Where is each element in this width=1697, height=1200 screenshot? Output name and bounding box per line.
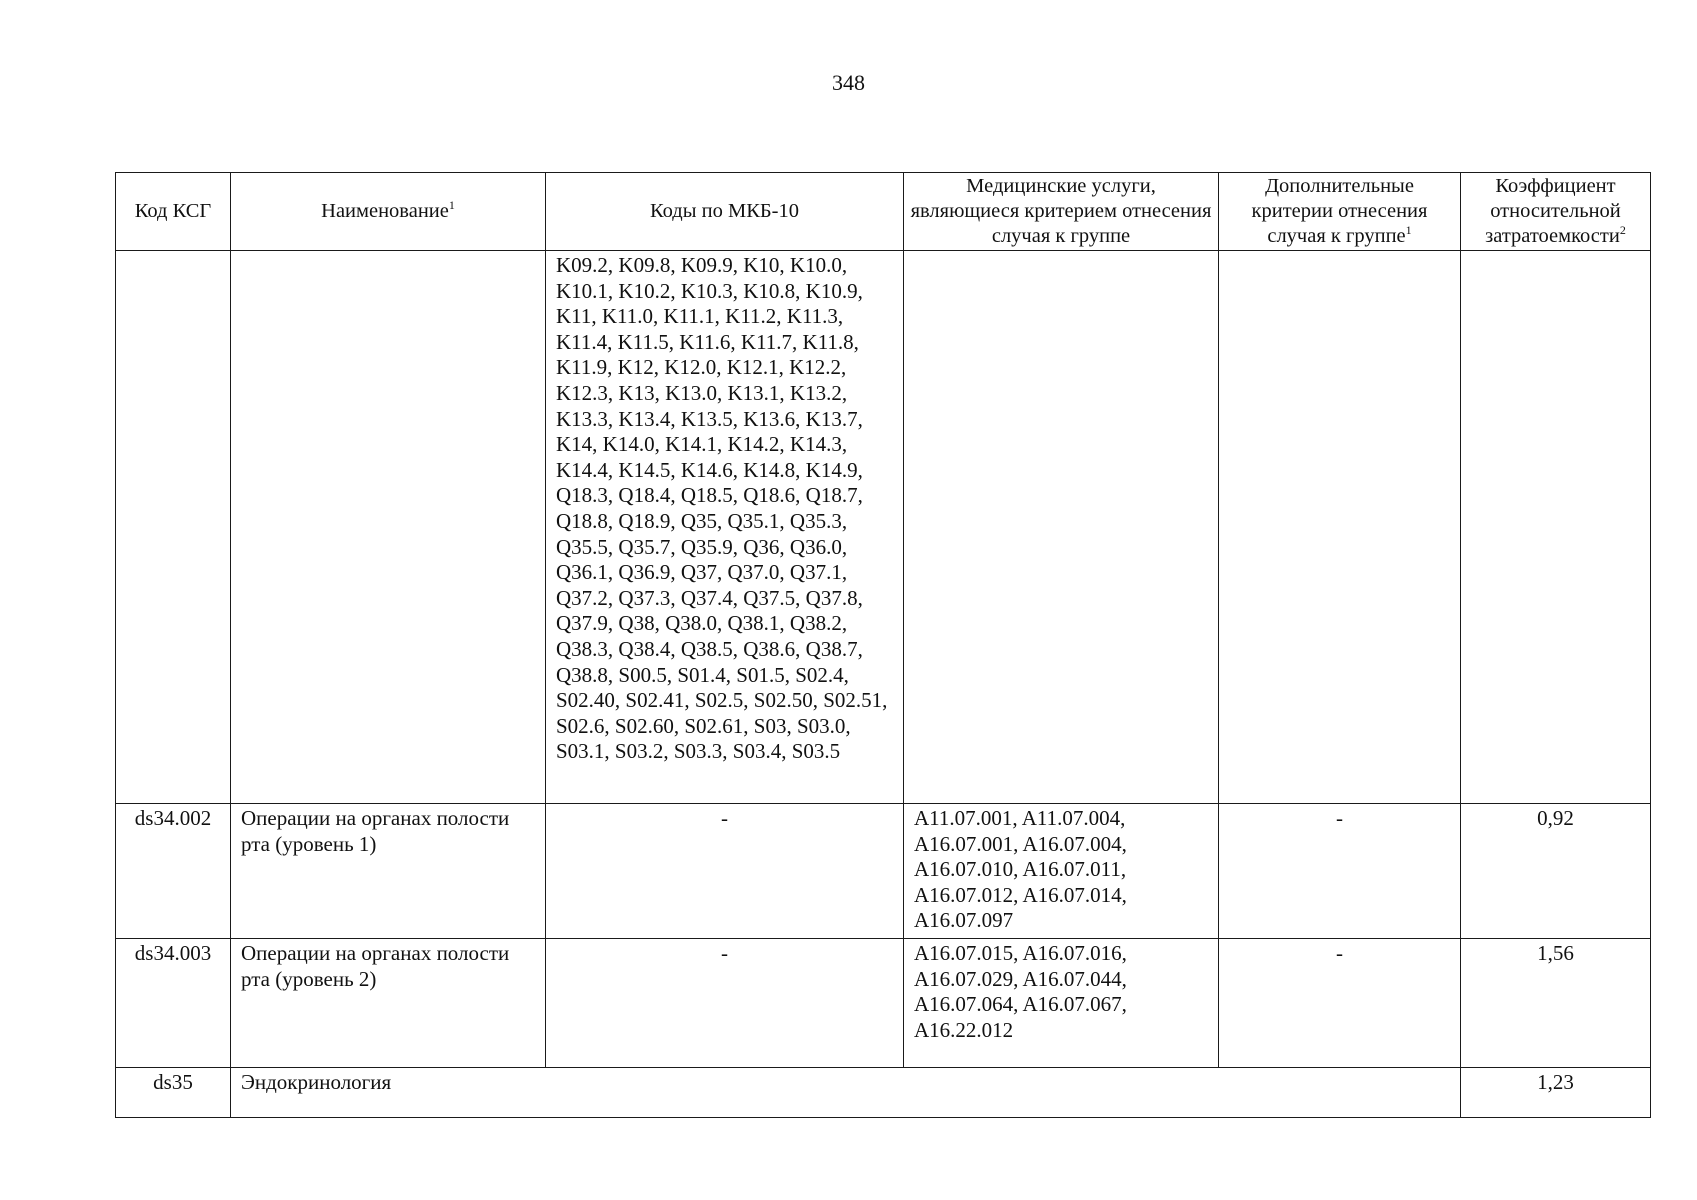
cell-ksg-code: ds34.003	[116, 938, 231, 1067]
header-services: Медицинские услуги, являющиеся критерием отнесения случая к группе	[904, 173, 1219, 251]
cell-section-code: ds35	[116, 1067, 231, 1117]
cell-section-name: Эндокринология	[231, 1067, 1461, 1117]
cell-ksg-code	[116, 251, 231, 804]
footnote-marker: 1	[448, 198, 455, 213]
footnote-marker: 2	[1619, 223, 1626, 238]
cell-coefficient: 0,92	[1461, 804, 1651, 939]
cell-name: Операции на органах полости рта (уровень 1)	[231, 804, 546, 939]
table-header-row	[116, 173, 1651, 251]
cell-name: Операции на органах полости рта (уровень 2)	[231, 938, 546, 1067]
header-icd-codes: Коды по МКБ-10	[546, 173, 904, 251]
header-coefficient: Коэффициент относительной затратоемкости$^2$	[1461, 173, 1651, 251]
cell-ksg-code: ds34.002	[116, 804, 231, 939]
cell-coefficient	[1461, 251, 1651, 804]
cell-icd-codes: -	[546, 938, 904, 1067]
table-row	[116, 804, 1651, 939]
header-name: Наименование$^1$	[231, 173, 546, 251]
table-row	[116, 251, 1651, 804]
header-ksg-code: Код КСГ	[116, 173, 231, 251]
section-row	[116, 1067, 1651, 1117]
cell-icd-codes: K09.2, K09.8, K09.9, K10, K10.0, K10.1, K10.2, K10.3, K10.8, K10.9, K11, K11.0, K11.1, K11.2, K11.3, K11.4, K11.5, K11.6, K11.7, K11.8, K11.9, K12, K12.0, K12.1, K12.2, K12.3, K13, K13.0, K13.1, K13.2, K13.3, K13.4, K13.5, K13.6, K13.7, K14, K14.0, K14.1, K14.2, K14.3, K14.4, K14.5, K14.6, K14.8, K14.9, Q18.3, Q18.4, Q18.5, Q18.6, Q18.7, Q18.8, Q18.9, Q35, Q35.1, Q35.3, Q35.5, Q35.7, Q35.9, Q36, Q36.0, Q36.1, Q36.9, Q37, Q37.0, Q37.1, Q37.2, Q37.3, Q37.4, Q37.5, Q37.8, Q37.9, Q38, Q38.0, Q38.1, Q38.2, Q38.3, Q38.4, Q38.5, Q38.6, Q38.7, Q38.8, S00.5, S01.4, S01.5, S02.4, S02.40, S02.41, S02.5, S02.50, S02.51, S02.6, S02.60, S02.61, S03, S03.0, S03.1, S03.2, S03.3, S03.4, S03.5	[546, 251, 904, 804]
cell-additional-criteria	[1219, 251, 1461, 804]
footnote-marker: 1	[1405, 223, 1412, 238]
cell-additional-criteria: -	[1219, 938, 1461, 1067]
cell-coefficient: 1,56	[1461, 938, 1651, 1067]
table-row	[116, 938, 1651, 1067]
ksg-table	[115, 172, 1651, 1118]
page-number: 348	[832, 70, 865, 95]
cell-services	[904, 251, 1219, 804]
cell-name	[231, 251, 546, 804]
cell-services: A11.07.001, A11.07.004, A16.07.001, A16.07.004, A16.07.010, A16.07.011, A16.07.012, A16.07.014, A16.07.097	[904, 804, 1219, 939]
cell-additional-criteria: -	[1219, 804, 1461, 939]
cell-section-coefficient: 1,23	[1461, 1067, 1651, 1117]
cell-icd-codes: -	[546, 804, 904, 939]
cell-services: A16.07.015, A16.07.016, A16.07.029, A16.07.044, A16.07.064, A16.07.067, A16.22.012	[904, 938, 1219, 1067]
header-additional-criteria: Дополнительные критерии отнесения случая к группе$^1$	[1219, 173, 1461, 251]
